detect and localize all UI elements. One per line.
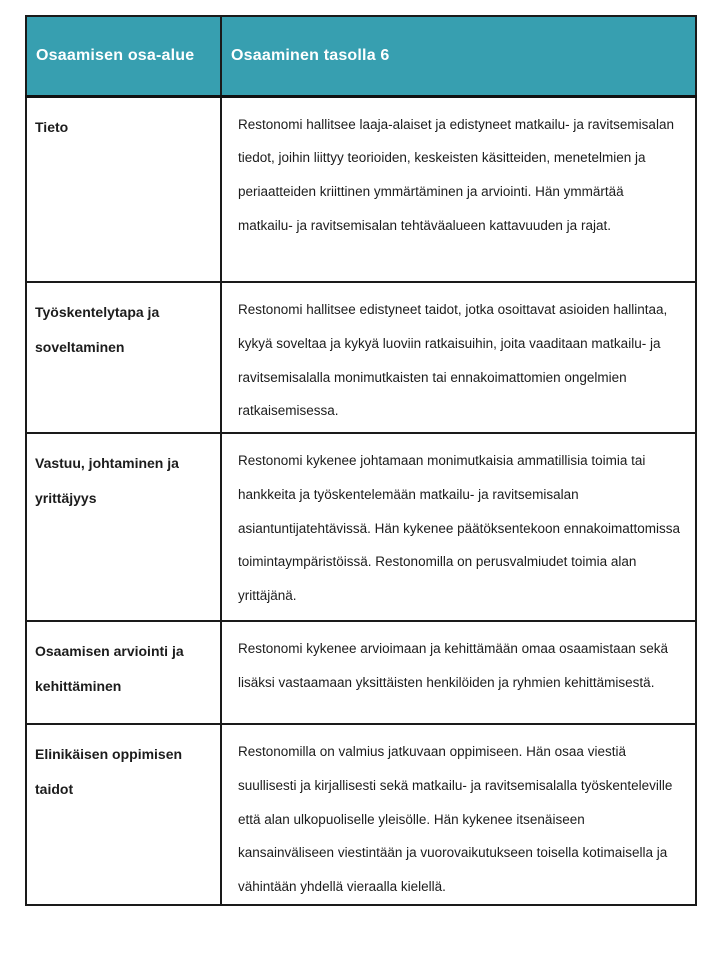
area-cell-elinikainen: Elinikäisen oppimisen taidot	[26, 724, 221, 905]
description-cell-elinikainen: Restonomilla on valmius jatkuvaan oppimiseen. Hän osaa viestiä suullisesti ja kirjallisesti sekä matkailu- ja ravitsemisalalla työskenteleville että alan ulkopuoliselle yleisölle. Hän kykenee itsenäiseen kansainväliseen viestintään ja vuorovaikutukseen toisella kotimaisella ja vähintään yhdellä vieraalla kielellä.	[221, 724, 696, 905]
competence-table	[25, 15, 697, 906]
description-cell-tyoskentelytapa: Restonomi hallitsee edistyneet taidot, jotka osoittavat asioiden hallintaa, kykyä soveltaa ja kykyä luoviin ratkaisuihin, joita vaaditaan matkailu- ja ravitsemisalalla monimutkaisten tai ennakoimattomien ongelmien ratkaisemisessa.	[221, 282, 696, 433]
area-cell-vastuu: Vastuu, johtaminen ja yrittäjyys	[26, 433, 221, 621]
table-row	[26, 433, 696, 621]
header-cell-osa-alue: Osaamisen osa-alue	[26, 16, 221, 96]
table-row	[26, 96, 696, 282]
description-cell-tieto: Restonomi hallitsee laaja-alaiset ja edistyneet matkailu- ja ravitsemisalan tiedot, joihin liittyy teorioiden, keskeisten käsitteiden, menetelmien ja periaatteiden kriittinen ymmärtäminen ja arviointi. Hän ymmärtää matkailu- ja ravitsemisalan tehtäväalueen kattavuuden ja rajat.	[221, 96, 696, 282]
area-cell-tyoskentelytapa: Työskentelytapa ja soveltaminen	[26, 282, 221, 433]
table-row	[26, 282, 696, 433]
table-row	[26, 724, 696, 905]
area-cell-tieto: Tieto	[26, 96, 221, 282]
table-header-row	[26, 16, 696, 96]
description-cell-arviointi: Restonomi kykenee arvioimaan ja kehittämään omaa osaamistaan sekä lisäksi vastaamaan yksittäisten henkilöiden ja ryhmien kehittämisestä.	[221, 621, 696, 724]
table-row	[26, 621, 696, 724]
area-cell-arviointi: Osaamisen arviointi ja kehittäminen	[26, 621, 221, 724]
description-cell-vastuu: Restonomi kykenee johtamaan monimutkaisia ammatillisia toimia tai hankkeita ja työskentelemään matkailu- ja ravitsemisalan asiantuntijatehtävissä. Hän kykenee päätöksentekoon ennakoimattomissa toimintaympäristöissä. Restonomilla on perusvalmiudet toimia alan yrittäjänä.	[221, 433, 696, 621]
header-cell-tasolla-6: Osaaminen tasolla 6	[221, 16, 696, 96]
